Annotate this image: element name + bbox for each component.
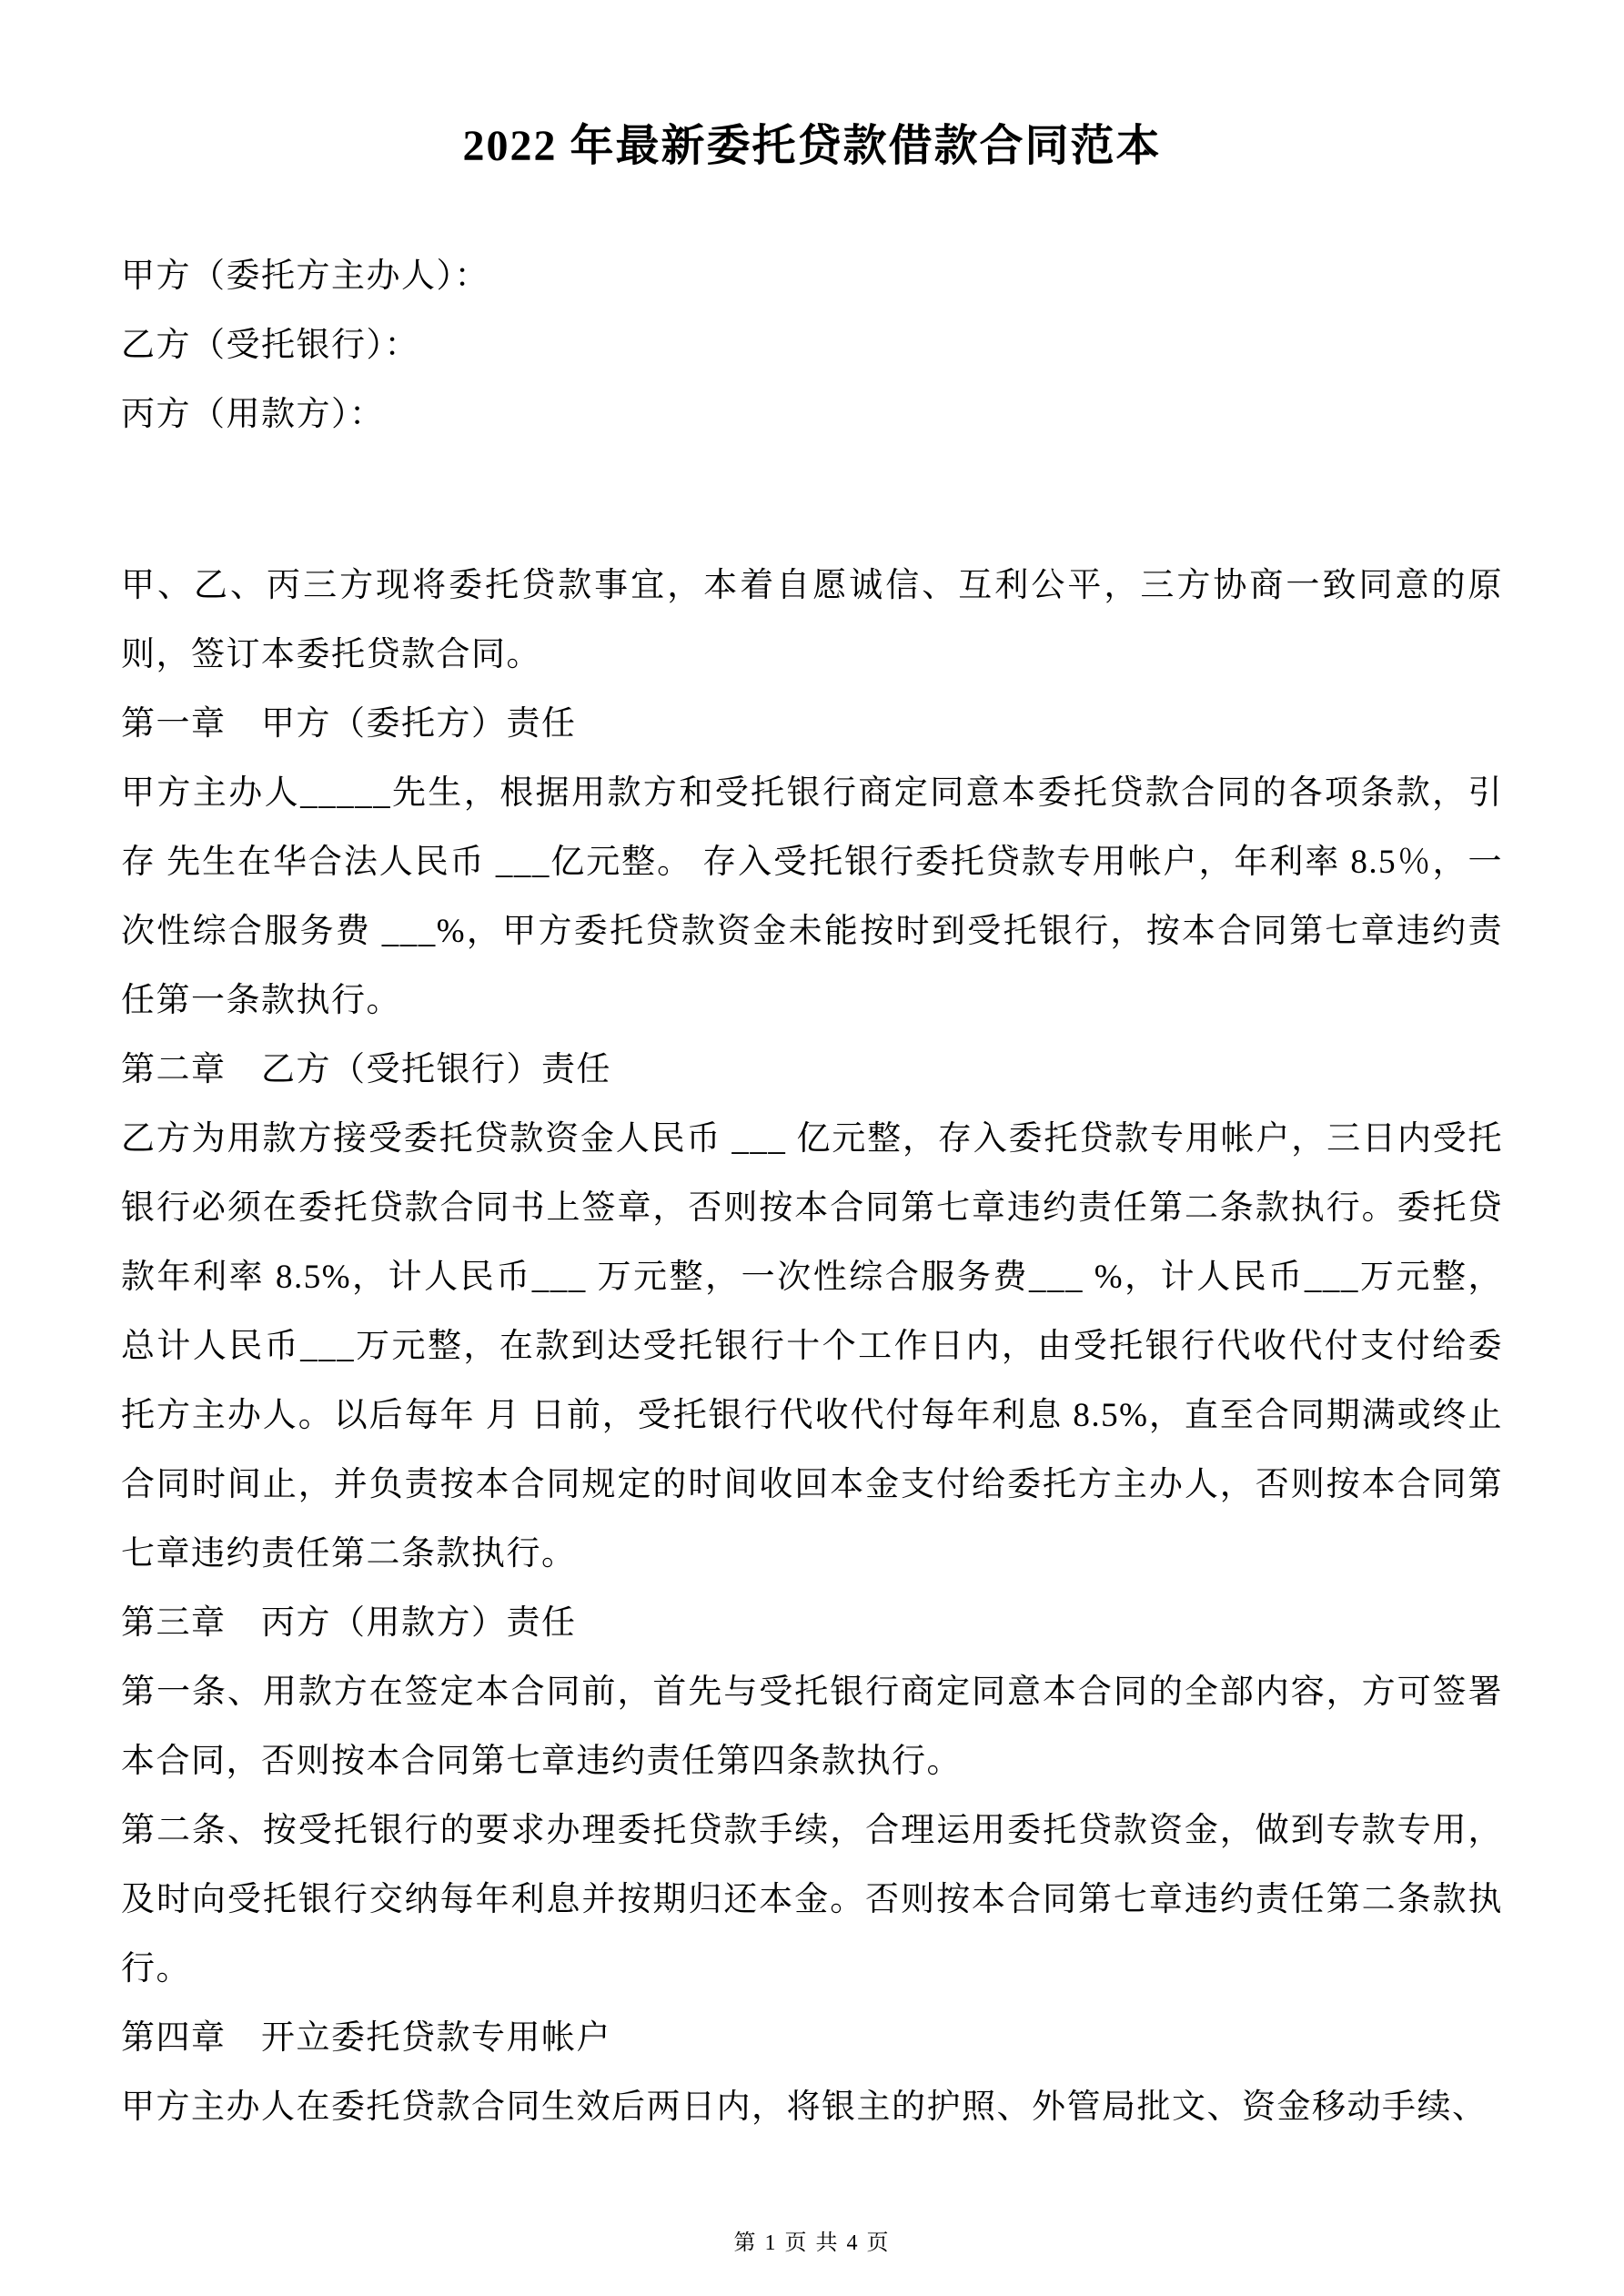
- party-line-jiafang: 甲方（委托方主办人）：: [121, 257, 489, 295]
- chapter-1-body: 甲方主办人_____先生，根据用款方和受托银行商定同意本委托贷款合同的各项条款，引存 先生在华合法人民币 ___亿元整。 存入受托银行委托贷款专用帐户，年利率 8.5％，一次性综合服务费 ___%，甲方委托贷款资金未能按时到受托银行，按本合同第七章违约责任第一条款执行。: [121, 774, 1503, 1019]
- chapter-heading-3: 第三章 丙方（用款方）责任: [121, 1603, 577, 1642]
- party-line-bingfang: 丙方（用款方）：: [121, 395, 385, 433]
- chapter-4-body: 甲方主办人在委托贷款合同生效后两日内，将银主的护照、外管局批文、资金移动手续、: [121, 2088, 1488, 2126]
- preamble-paragraph: 甲、乙、丙三方现将委托贷款事宜，本着自愿诚信、互利公平，三方协商一致同意的原则，签订本委托贷款合同。: [121, 566, 1503, 673]
- party-line-yifang: 乙方（受托银行）：: [121, 326, 419, 364]
- chapter-3-clause-1: 第一条、用款方在签定本合同前，首先与受托银行商定同意本合同的全部内容，方可签署本合同，否则按本合同第七章违约责任第四条款执行。: [121, 1673, 1503, 1780]
- chapter-heading-2: 第二章 乙方（受托银行）责任: [121, 1050, 611, 1088]
- chapter-heading-4: 第四章 开立委托贷款专用帐户: [121, 2018, 611, 2057]
- document-title: 2022 年最新委托贷款借款合同范本: [462, 122, 1162, 170]
- document-body: [121, 242, 1503, 2142]
- page-number-footer: 第 1 页 共 4 页: [733, 2231, 891, 2255]
- chapter-3-clause-2: 第二条、按受托银行的要求办理委托贷款手续，合理运用委托贷款资金，做到专款专用，及时向受托银行交纳每年利息并按期归还本金。否则按本合同第七章违约责任第二条款执行。: [121, 1811, 1503, 1988]
- chapter-heading-1: 第一章 甲方（委托方）责任: [121, 704, 577, 743]
- chapter-2-body: 乙方为用款方接受委托贷款资金人民币 ___ 亿元整，存入委托贷款专用帐户，三日内受托银行必须在委托贷款合同书上签章，否则按本合同第七章违约责任第二条款执行。委托贷款年利率 8.5%，计人民币___ 万元整，一次性综合服务费___ %，计人民币___万元整，总计人民币___万元整，在款到达受托银行十个工作日内，由受托银行代收代付支付给委托方主办人。以后每年 月 日前，受托银行代收代付每年利息 8.5%，直至合同期满或终止合同时间止，并负责按本合同规定的时间收回本金支付给委托方主办人，否则按本合同第七章违约责任第二条款执行。: [121, 1119, 1503, 1573]
